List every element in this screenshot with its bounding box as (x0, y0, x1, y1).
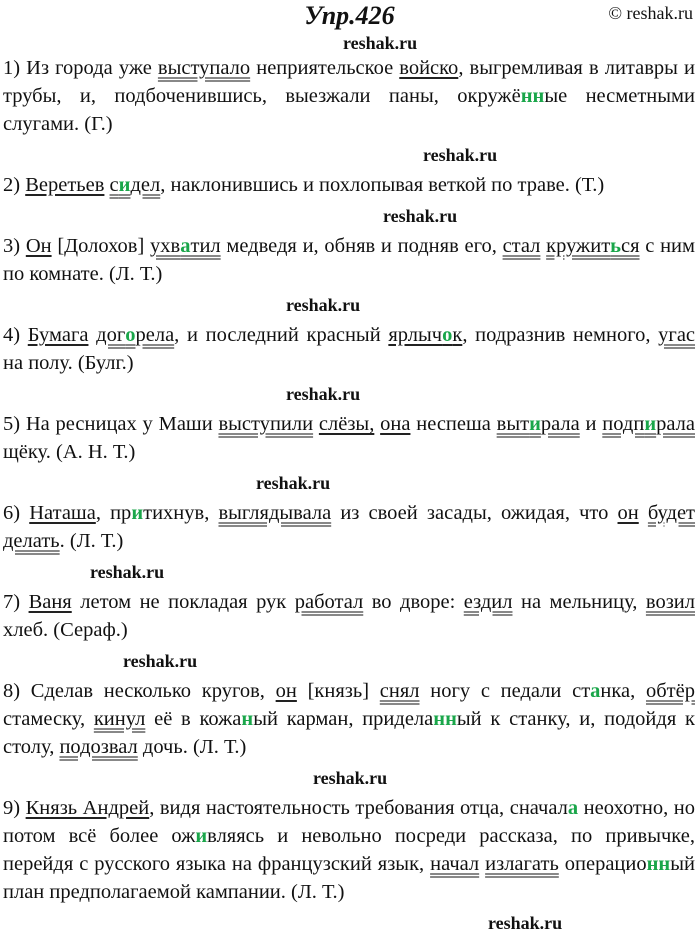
text-segment: на мельницу, (512, 591, 646, 613)
text-segment: и (579, 413, 603, 435)
highlighted-letter: о (125, 324, 136, 346)
predicate: выступили (218, 413, 314, 435)
highlighted-letter: а (567, 797, 579, 819)
text-segment: 1) Из города уже (3, 57, 158, 79)
highlighted-letter: нн (520, 85, 545, 107)
watermark: reshak.ru (488, 912, 563, 933)
watermark: reshak.ru (256, 472, 331, 493)
text-segment: вляясь и невольно посреди рассказа, по привычке, перейдя с русского языка на французский язык, (3, 825, 695, 875)
highlighted-letter: и (131, 502, 144, 524)
predicate: ухв (150, 235, 181, 257)
text-segment: из своей засады, ожидая, что (331, 502, 618, 524)
sentence-7 (3, 588, 695, 644)
text-segment: тихнув, (143, 502, 219, 524)
text-segment: хлеб. (Сераф.) (3, 619, 128, 641)
predicate: ездил (463, 591, 513, 613)
text-segment: , видя настоятельность требования отца, сначал (149, 797, 568, 819)
text-segment: операцио (558, 853, 647, 875)
highlighted-letter: н (241, 708, 254, 730)
highlighted-letter: о (442, 324, 453, 346)
text-segment: 2) (3, 174, 26, 196)
text-segment: неспеша (410, 413, 497, 435)
subject: Бумага (27, 324, 89, 346)
predicate: выт (496, 413, 530, 435)
predicate: работал (294, 591, 364, 613)
text-segment: её в кожа (145, 708, 242, 730)
predicate: рела (135, 324, 175, 346)
text-segment: [князь] (296, 680, 380, 702)
exercise-content (3, 32, 695, 939)
subject: он (275, 680, 297, 702)
watermark: reshak.ru (286, 294, 361, 315)
predicate: излагать (485, 853, 559, 875)
predicate: подп (602, 413, 645, 435)
watermark: reshak.ru (123, 650, 198, 671)
text-segment (639, 502, 648, 524)
highlighted-letter: ь (610, 235, 621, 257)
predicate: тил (190, 235, 221, 257)
text-segment: . (Л. Т.) (59, 530, 124, 552)
predicate: выглядывала (218, 502, 332, 524)
text-segment (88, 324, 96, 346)
predicate: снял (379, 680, 420, 702)
watermark-row (3, 644, 695, 677)
watermark-row (3, 555, 695, 588)
highlighted-letter: нн (433, 708, 457, 730)
subject: Веретьев (25, 174, 105, 196)
text-segment: 3) (3, 235, 26, 257)
text-segment: , подразнив немного, (462, 324, 659, 346)
predicate: подозвал (59, 736, 138, 758)
predicate: кинул (93, 708, 146, 730)
exercise-title: Упр.426 (304, 1, 395, 30)
text-segment: 6) (3, 502, 30, 524)
highlighted-letter: а (590, 680, 601, 702)
subject: Он (25, 235, 52, 257)
watermark-row (3, 466, 695, 499)
subject: к (452, 324, 463, 346)
text-segment: ый к станку, и, подойдя к столу, (3, 708, 695, 758)
predicate: рала (540, 413, 580, 435)
text-segment: ые несметными слугами. (Г.) (3, 85, 695, 135)
highlighted-letter: а (180, 235, 191, 257)
text-segment: неприятельское (250, 57, 400, 79)
watermark-row (3, 288, 695, 321)
text-segment: нка, (600, 680, 646, 702)
subject: слёзы, (318, 413, 375, 435)
watermark: reshak.ru (423, 144, 498, 165)
text-segment: ый карман, приделa (253, 708, 434, 730)
predicate: обтёр (645, 680, 695, 702)
predicate: рала (656, 413, 695, 435)
text-segment: 7) (3, 591, 29, 613)
text-segment: ногу с педали ст (419, 680, 591, 702)
predicate: ся (621, 235, 640, 257)
text-segment: щёку. (А. Н. Т.) (3, 441, 136, 463)
sentence-4 (3, 321, 695, 377)
watermark: reshak.ru (343, 33, 418, 53)
subject: войско (399, 57, 459, 79)
text-segment: медведя и, обняв и подняв его, (220, 235, 503, 257)
text-segment: 5) На ресницах у Маши (3, 413, 219, 435)
sentence-6 (3, 499, 695, 555)
watermark: reshak.ru (90, 561, 165, 582)
text-segment: на полу. (Булг.) (3, 352, 134, 374)
sentence-2 (3, 171, 695, 199)
predicate: выступало (157, 57, 251, 79)
text-segment: летом не покладая рук (71, 591, 295, 613)
sentence-3 (3, 232, 695, 288)
sentence-5 (3, 410, 695, 466)
highlighted-letter: и (195, 825, 208, 847)
watermark: reshak.ru (286, 383, 361, 404)
text-segment: 9) (3, 797, 26, 819)
text-segment: 8) Сделав несколько кругов, (3, 680, 276, 702)
watermark-row (3, 906, 695, 939)
predicate: с (109, 174, 119, 196)
subject: Князь Андрей (25, 797, 150, 819)
highlighted-letter: и (118, 174, 131, 196)
watermark: reshak.ru (383, 205, 458, 226)
watermark-row (3, 199, 695, 232)
subject: Наташа (29, 502, 96, 524)
predicate: кружит (546, 235, 611, 257)
watermark-row (3, 138, 695, 171)
watermark-row (3, 32, 695, 54)
predicate: стал (502, 235, 541, 257)
predicate: будет делать (3, 502, 696, 552)
subject: она (380, 413, 411, 435)
predicate: начал (430, 853, 480, 875)
text-segment: стамеску, (3, 708, 94, 730)
predicate: возил (645, 591, 695, 613)
highlighted-letter: и (644, 413, 657, 435)
text-segment: [Долохов] (51, 235, 151, 257)
text-segment: дочь. (Л. Т.) (137, 736, 247, 758)
predicate: дог (96, 324, 126, 346)
text-segment: , и последний красный (174, 324, 389, 346)
highlighted-letter: и (529, 413, 541, 435)
text-segment: с ним по комнате. (Л. Т.) (3, 235, 696, 285)
predicate: угас (658, 324, 696, 346)
subject: он (617, 502, 639, 524)
text-segment: во дворе: (363, 591, 464, 613)
predicate: дел (130, 174, 161, 196)
subject: ярлыч (388, 324, 443, 346)
text-segment: , выгремливая в литавры и трубы, и, подбоченившись, выезжали паны, окружё (3, 57, 695, 107)
highlighted-letter: нн (646, 853, 671, 875)
sentence-1 (3, 54, 695, 138)
text-segment: ый план предполагаемой кампании. (Л. Т.) (3, 853, 695, 903)
text-segment: неохотно, но потом всё более ож (3, 797, 696, 847)
copyright-notice: © reshak.ru (608, 3, 693, 23)
subject: Ваня (28, 591, 72, 613)
watermark: reshak.ru (313, 767, 388, 788)
sentence-9 (3, 794, 695, 906)
sentence-8 (3, 677, 695, 761)
text-segment: , пр (95, 502, 132, 524)
watermark-row (3, 761, 695, 794)
text-segment: , наклонившись и похлопывая веткой по траве. (Т.) (160, 174, 605, 196)
watermark-row (3, 377, 695, 410)
text-segment: 4) (3, 324, 28, 346)
